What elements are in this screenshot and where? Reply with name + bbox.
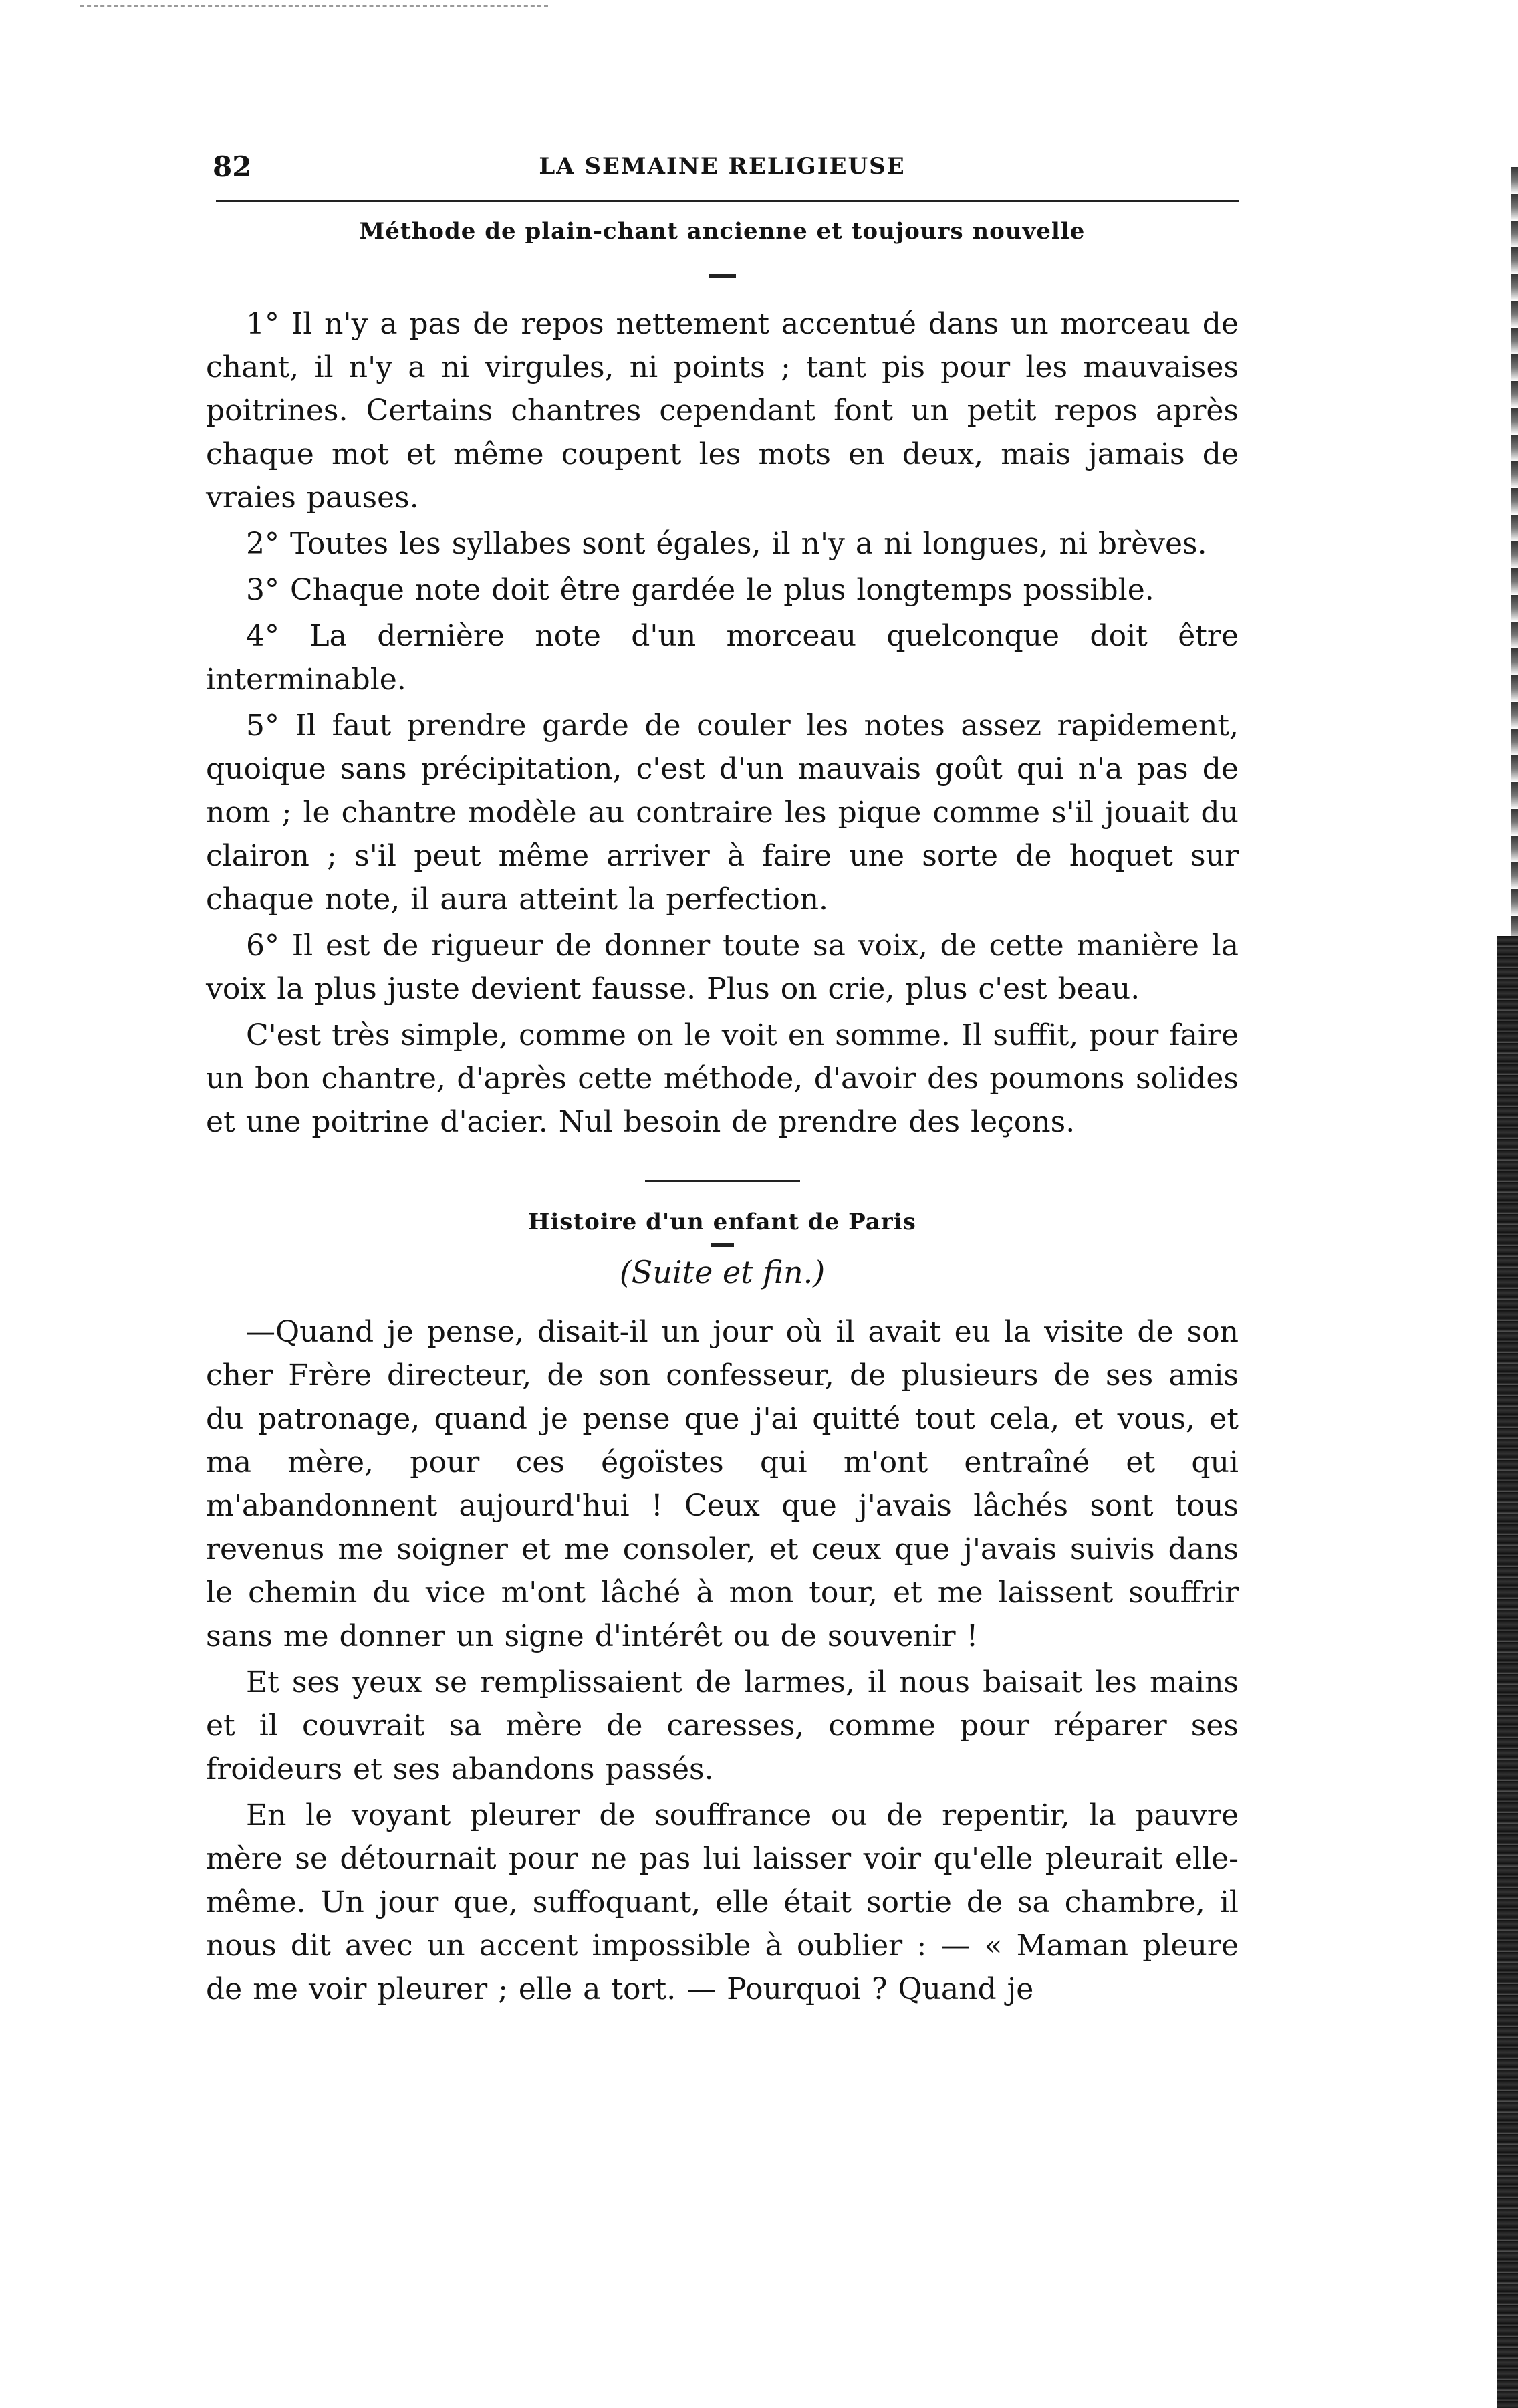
document-page: [206, 144, 1239, 2014]
section-title: Histoire d'un enfant de Paris: [528, 1209, 916, 1235]
paragraph: 6° Il est de rigueur de donner toute sa voix, de cette manière la voix la plus juste devient fausse. Plus on crie, plus c'est beau.: [206, 929, 1239, 1006]
running-title: LA SEMAINE RELIGIEUSE: [539, 153, 906, 180]
paragraph: 1° Il n'y a pas de repos nettement accentué dans un morceau de chant, il n'y a ni virgules, ni points ; tant pis pour les mauvaises poitrines. Certains chantres cependant font un petit repos après chaque mot et même coupent les mots en deux, mais jamais de vraies pauses.: [206, 307, 1239, 515]
paragraph: —Quand je pense, disait-il un jour où il avait eu la visite de son cher Frère directeur, de son confesseur, de plusieurs de ses amis du patronage, quand je pense que j'ai quitté tout cela, et vous, et ma mère, pour ces égoïstes qui m'ont entraîné et qui m'abandonnent aujourd'hui ! Ceux que j'avais lâchés sont tous revenus me soigner et me consoler, et ceux que j'avais suivis dans le chemin du vice m'ont lâché à mon tour, et me laissent souffrir sans me donner un signe d'intérêt ou de souvenir !: [206, 1315, 1239, 1653]
paragraph: En le voyant pleurer de souffrance ou de repentir, la pauvre mère se détournait pour ne pas lui laisser voir qu'elle pleurait elle-même. Un jour que, suffoquant, elle était sortie de sa chambre, il nous dit avec un accent impossible à oublier : — « Maman pleure de me voir pleurer ; elle a tort. — Pourquoi ? Quand je: [206, 1798, 1239, 2006]
paragraph: 5° Il faut prendre garde de couler les notes assez rapidement, quoique sans précipitation, c'est d'un mauvais goût qui n'a pas de nom ; le chantre modèle au contraire les pique comme s'il jouait du clairon ; s'il peut même arriver à faire une sorte de hoquet sur chaque note, il aura atteint la perfection.: [206, 709, 1239, 917]
section-divider: [645, 1180, 800, 1182]
scan-noise: [80, 5, 548, 7]
title-dash: [709, 274, 736, 278]
section-histoire-enfant: [206, 1209, 1239, 2011]
section-subtitle: (Suite et fin.): [619, 1254, 826, 1290]
paragraph: 4° La dernière note d'un morceau quelconque doit être interminable.: [206, 619, 1239, 697]
scan-edge-shadow: [1497, 936, 1518, 2408]
page-number: 82: [213, 150, 252, 183]
paragraph: 2° Toutes les syllabes sont égales, il n'y a ni longues, ni brèves.: [246, 527, 1207, 561]
header-rule: [216, 200, 1239, 202]
paragraph: 3° Chaque note doit être gardée le plus longtemps possible.: [246, 573, 1154, 607]
section-title: Méthode de plain-chant ancienne et toujours nouvelle: [359, 218, 1086, 245]
title-dash: [711, 1243, 734, 1247]
scan-edge-shadow: [1511, 167, 1518, 936]
section-plain-chant-method: [206, 218, 1239, 1144]
page-header: [206, 144, 1239, 191]
paragraph: C'est très simple, comme on le voit en somme. Il suffit, pour faire un bon chantre, d'après cette méthode, d'avoir des poumons solides et une poitrine d'acier. Nul besoin de prendre des leçons.: [206, 1018, 1239, 1139]
paragraph: Et ses yeux se remplissaient de larmes, il nous baisait les mains et il couvrait sa mère de caresses, comme pour réparer ses froideurs et ses abandons passés.: [206, 1665, 1239, 1786]
